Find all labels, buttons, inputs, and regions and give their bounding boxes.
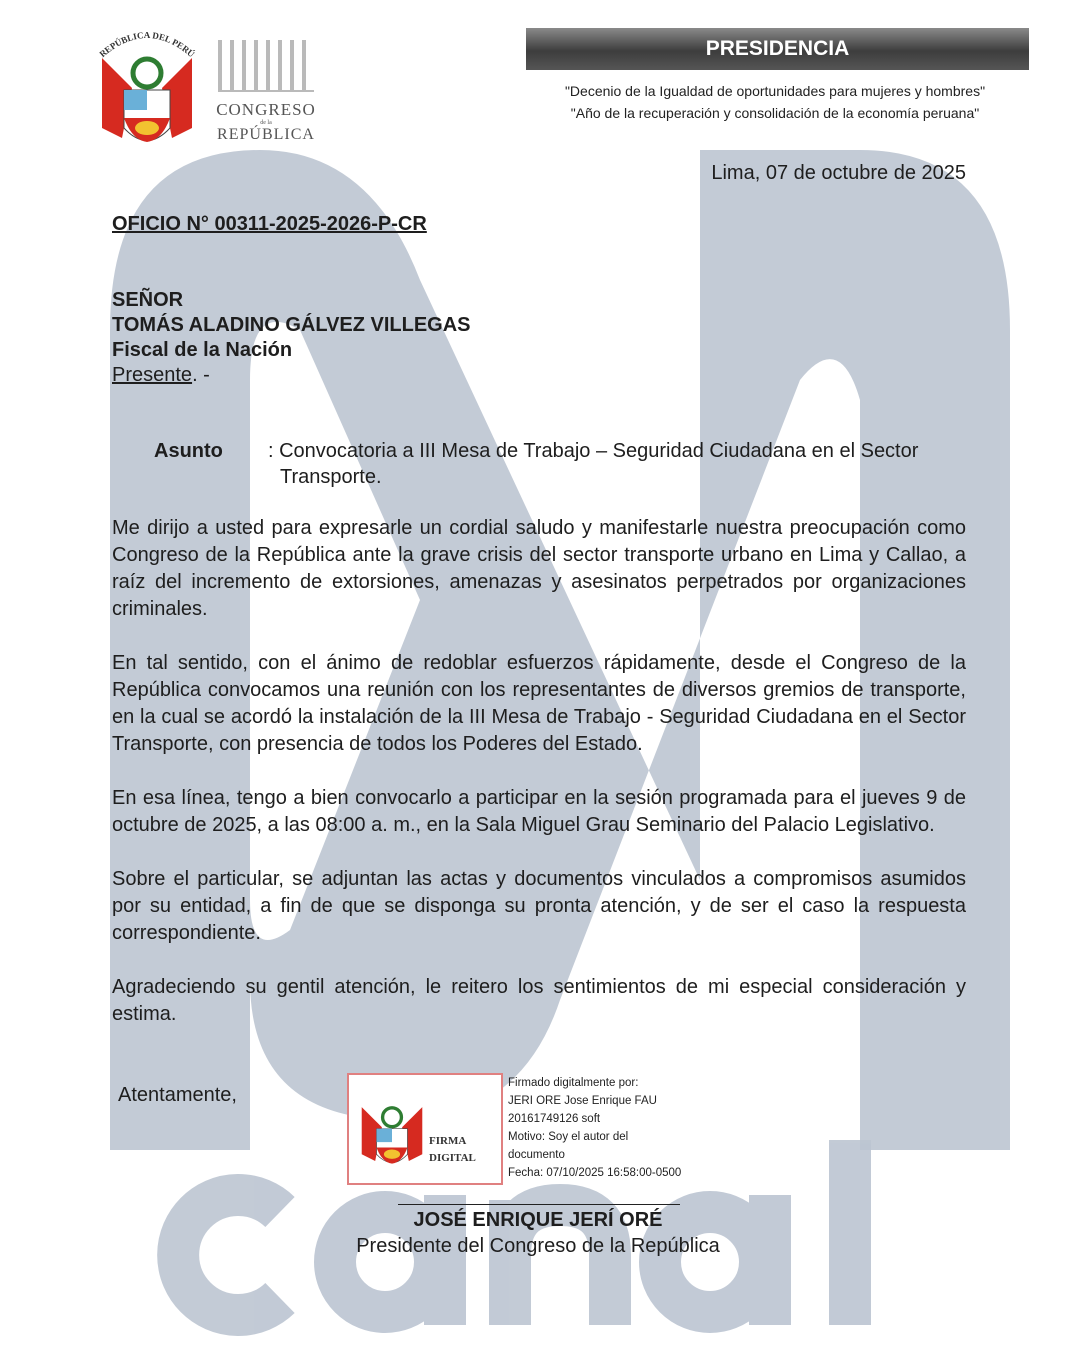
closing: Atentamente,	[118, 1084, 237, 1106]
oficio-number: OFICIO N° 00311-2025-2026-P-CR	[112, 213, 427, 235]
congress-logo-line1: CONGRESO	[216, 100, 316, 119]
date: Lima, 07 de octubre de 2025	[711, 162, 966, 184]
congress-logo-line2: de la	[260, 120, 272, 126]
paragraph-5: Agradeciendo su gentil atención, le reitero los sentimientos de mi especial consideración y estima.	[112, 976, 966, 1025]
stamp-digital: DIGITAL	[429, 1152, 476, 1164]
recipient	[112, 288, 471, 388]
letter-body	[112, 515, 966, 1055]
recipient-name: TOMÁS ALADINO GÁLVEZ VILLEGAS	[112, 314, 471, 336]
recipient-position: Fiscal de la Nación	[112, 339, 293, 361]
asunto-line1: : Convocatoria a III Mesa de Trabajo – Seguridad Ciudadana en el Sector	[268, 440, 919, 462]
signature-line	[398, 1204, 680, 1205]
sig-line: Motivo: Soy el autor del	[508, 1131, 629, 1143]
asunto-line2: Transporte.	[280, 466, 382, 488]
digital-signature-stamp	[347, 1073, 503, 1185]
sig-line: Fecha: 07/10/2025 16:58:00-0500	[508, 1167, 682, 1179]
paragraph-1: Me dirijo a usted para expresarle un cordial saludo y manifestarle nuestra preocupación como Congreso de la República ante la grave crisis del sector transporte urbano en Lima y Callao, a raíz del incremento de extorsiones, amenazas y asesinatos perpetrados por organizaciones criminales.	[112, 517, 966, 620]
asunto-label: Asunto	[154, 440, 223, 462]
recipient-presente: Presente	[112, 364, 193, 386]
stamp-firma: FIRMA	[429, 1135, 467, 1147]
motto-1: "Decenio de la Igualdad de oportunidades para mujeres y hombres"	[564, 83, 986, 99]
recipient-presente-suffix: . -	[192, 364, 210, 386]
paragraph-3: En esa línea, tengo a bien convocarlo a participar en la sesión programada para el jueves 9 de octubre de 2025, a las 08:00 a. m., en la Sala Miguel Grau Seminario del Palacio Legislativo.	[112, 787, 966, 836]
signature-details	[508, 1074, 681, 1182]
peru-coat-of-arms-icon	[88, 22, 206, 156]
motto-2: "Año de la recuperación y consolidación de la economía peruana"	[570, 105, 980, 121]
signer-name: JOSÉ ENRIQUE JERÍ ORÉ	[413, 1209, 663, 1231]
asunto-text	[268, 438, 978, 490]
presidencia-banner: PRESIDENCIA	[526, 28, 1029, 70]
coat-of-arms-text: REPÚBLICA DEL PERÚ	[97, 29, 197, 60]
peru-coat-of-arms-icon	[355, 1083, 429, 1177]
recipient-title: SEÑOR	[112, 289, 184, 311]
paragraph-4: Sobre el particular, se adjuntan las actas y documentos vinculados a compromisos asumidos por su entidad, a fin de que se disponga su pronta atención, y de ser el caso la respuesta correspondiente.	[112, 868, 966, 944]
congress-logo-line3: REPÚBLICA	[217, 126, 315, 143]
sig-line: JERI ORE Jose Enrique FAU	[508, 1095, 657, 1107]
sig-line: 20161749126 soft	[508, 1113, 601, 1125]
sig-line: documento	[508, 1149, 565, 1161]
signer-title: Presidente del Congreso de la República	[356, 1235, 720, 1257]
congress-logo	[210, 40, 322, 144]
svg-text:REPÚBLICA DEL PERÚ	[97, 30, 196, 60]
paragraph-2: En tal sentido, con el ánimo de redoblar esfuerzos rápidamente, desde el Congreso de la República convocamos una reunión con los representantes de diversos gremios de transporte, en la cual se acordó la instalación de la III Mesa de Trabajo - Seguridad Ciudadana en el Sector Transporte, con presencia de todos los Poderes del Estado.	[112, 652, 966, 755]
sig-line: Firmado digitalmente por:	[508, 1077, 639, 1089]
